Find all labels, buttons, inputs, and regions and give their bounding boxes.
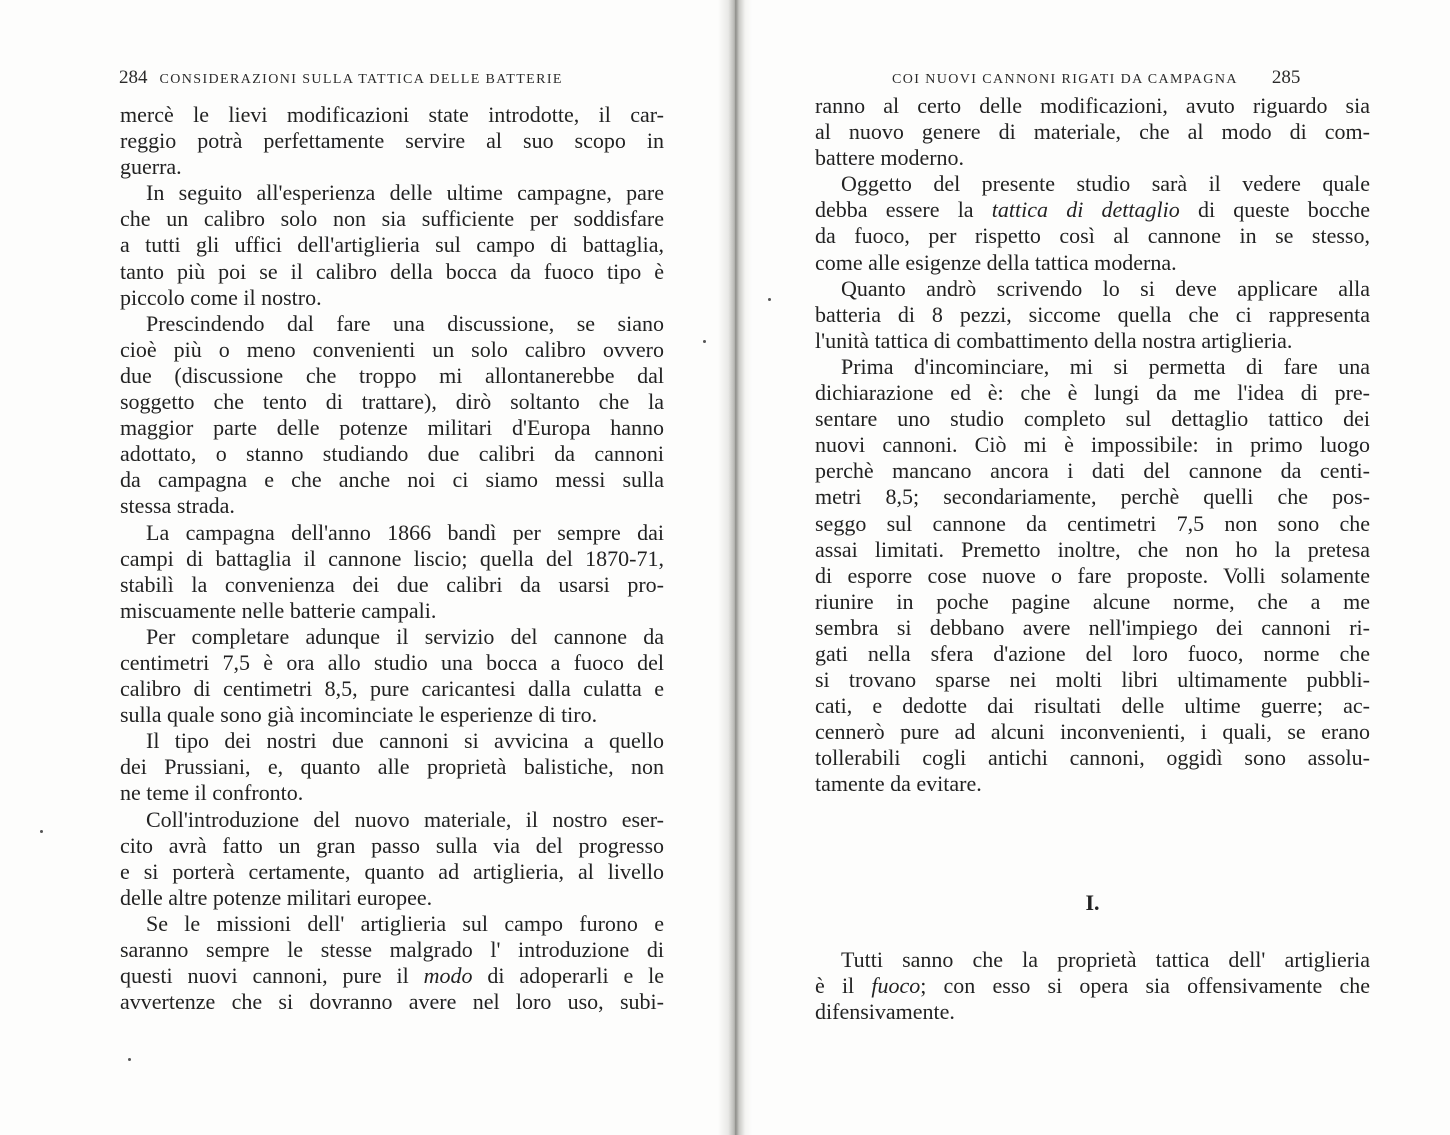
text-line: stessa strada.	[120, 493, 235, 519]
text-line: e si porterà certamente, quanto ad artiglieria, al livello	[120, 858, 664, 884]
text-line: Se le missioni dell' artiglieria sul campo furono e	[146, 910, 664, 936]
text-line: In seguito all'esperienza delle ultime campagne, pare	[146, 180, 664, 206]
text-line: di esporre cose nuove o fare proposte. Volli solamente	[815, 562, 1370, 588]
text-line: che un calibro solo non sia sufficiente per soddisfare	[120, 206, 664, 232]
text-line: riunire in poche pagine alcune norme, che a me	[815, 588, 1370, 614]
text-line: mercè le lievi modificazioni state introdotte, il car-	[120, 102, 664, 127]
text-line: gati nella sfera d'azione del loro fuoco, norme che	[815, 640, 1370, 666]
text-line: avvertenze che si dovranno avere nel loro uso, subi-	[120, 989, 664, 1015]
text-line: batteria di 8 pezzi, siccome quella che ci rappresenta	[815, 301, 1370, 327]
left-page-number: 284	[119, 67, 148, 88]
scan-speck	[768, 298, 771, 301]
text-line: difensivamente.	[815, 999, 955, 1025]
text-line: piccolo come il nostro.	[120, 284, 322, 310]
text-line: sembra si debbano avere nell'impiego dei cannoni ri-	[815, 614, 1370, 640]
text-line: debba essere la tattica di dettaglio di queste bocche	[815, 197, 1370, 223]
text-line: Prescindendo dal fare una discussione, se siano	[146, 310, 664, 336]
text-line: metri 8,5; secondariamente, perchè quelli che pos-	[815, 484, 1370, 510]
left-running-head	[119, 67, 563, 89]
right-page-number: 285	[1271, 67, 1301, 88]
text-line: a tutti gli uffici dell'artiglieria sul campo di battaglia,	[120, 232, 664, 258]
text-line: l'unità tattica di combattimento della nostra artiglieria.	[815, 327, 1293, 353]
text-line: adottato, o stanno studiando due calibri da cannoni	[120, 441, 664, 467]
text-line: tollerabili cogli antichi cannoni, oggidì sono assolu-	[815, 745, 1370, 771]
text-line: cito avrà fatto un gran passo sulla via del progresso	[120, 832, 664, 858]
text-line: miscuamente nelle batterie campali.	[120, 597, 437, 623]
text-line: Prima d'incominciare, mi si permetta di fare una	[841, 353, 1370, 379]
text-line: reggio potrà perfettamente servire al suo scopo in	[120, 128, 664, 154]
text-line: Il tipo dei nostri due cannoni si avvicina a quello	[146, 728, 664, 754]
text-line: sentare uno studio completo sul dettaglio tattico dei	[815, 406, 1370, 432]
text-line: ne teme il confronto.	[120, 780, 304, 806]
right-running-title: COI NUOVI CANNONI RIGATI DA CAMPAGNA	[892, 72, 1238, 87]
section-heading: I.	[1085, 890, 1100, 915]
text-line: dichiarazione ed è: che è lungi da me l'idea di pre-	[815, 380, 1370, 406]
text-line: questi nuovi cannoni, pure il modo di adoperarli e le	[120, 963, 664, 989]
text-line: da fuoco, per rispetto così al cannone in se stesso,	[815, 223, 1370, 249]
text-line: soggetto che tento di trattare), dirò soltanto che la	[120, 389, 664, 415]
left-running-title: CONSIDERAZIONI SULLA TATTICA DELLE BATTERIE	[159, 72, 563, 87]
text-line: come alle esigenze della tattica moderna.	[815, 249, 1177, 275]
text-line: è il fuoco; con esso si opera sia offensivamente che	[815, 973, 1370, 999]
text-line: Per completare adunque il servizio del cannone da	[146, 623, 664, 649]
text-line: Quanto andrò scrivendo lo si deve applicare alla	[841, 275, 1370, 301]
scan-speck	[703, 340, 706, 343]
text-line: centimetri 7,5 è ora allo studio una bocca a fuoco del	[120, 649, 664, 675]
text-line: guerra.	[120, 154, 182, 180]
left-body-text	[120, 102, 664, 1015]
text-line: seggo sul cannone da centimetri 7,5 non sono che	[815, 510, 1370, 536]
text-line: ranno al certo delle modificazioni, avuto riguardo sia	[815, 93, 1370, 118]
text-line: al nuovo genere di materiale, che al modo di com-	[815, 119, 1370, 145]
text-line: tanto più poi se il calibro della bocca da fuoco tipo è	[120, 258, 664, 284]
text-line: saranno sempre le stesse malgrado l' introduzione di	[120, 937, 664, 962]
text-line: tamente da evitare.	[815, 771, 982, 797]
text-line: Coll'introduzione del nuovo materiale, il nostro eser-	[146, 806, 664, 832]
text-line: Tutti sanno che la proprietà tattica dell' artiglieria	[841, 947, 1370, 972]
scan-speck	[128, 1058, 131, 1061]
text-line: Oggetto del presente studio sarà il vedere quale	[841, 171, 1370, 197]
text-line: cati, e dedotte dai risultati delle ultime guerre; ac-	[815, 693, 1370, 719]
text-line: calibro di centimetri 8,5, pure caricantesi dalla culatta e	[120, 676, 664, 702]
text-line: maggior parte delle potenze militari d'Europa hanno	[120, 415, 664, 441]
text-line: da campagna e che anche noi ci siamo messi sulla	[120, 467, 664, 493]
text-line: nuovi cannoni. Ciò mi è impossibile: in primo luogo	[815, 432, 1370, 458]
text-line: delle altre potenze militari europee.	[120, 884, 433, 910]
text-line: assai limitati. Premetto inoltre, che non ho la pretesa	[815, 536, 1370, 562]
book-gutter	[718, 0, 752, 1135]
text-line: cioè più o meno convenienti un solo calibro ovvero	[120, 336, 664, 362]
right-body-text	[815, 93, 1370, 1025]
section-paragraph	[815, 947, 1370, 1025]
text-line: dei Prussiani, e, quanto alle proprietà balistiche, non	[120, 754, 664, 780]
text-line: perchè mancano ancora i dati del cannone da centi-	[815, 458, 1370, 484]
text-line: battere moderno.	[815, 145, 965, 171]
text-line: La campagna dell'anno 1866 bandì per sempre dai	[146, 519, 664, 545]
right-page	[735, 0, 1450, 1135]
scan-speck	[40, 830, 43, 833]
text-line: stabilì la convenienza dei due calibri da usarsi pro-	[120, 571, 664, 597]
text-line: campi di battaglia il cannone liscio; quella del 1870-71,	[120, 545, 664, 571]
right-running-head	[892, 67, 1300, 89]
text-line: cennerò pure ad alcuni inconvenienti, i quali, se erano	[815, 719, 1370, 745]
text-line: due (discussione che troppo mi allontanerebbe dal	[120, 362, 664, 388]
right-main-paragraphs	[815, 93, 1370, 798]
text-line: sulla quale sono già incominciate le esperienze di tiro.	[120, 702, 598, 728]
text-line: si trovano sparse nei molti libri ultimamente pubbli-	[815, 667, 1370, 693]
